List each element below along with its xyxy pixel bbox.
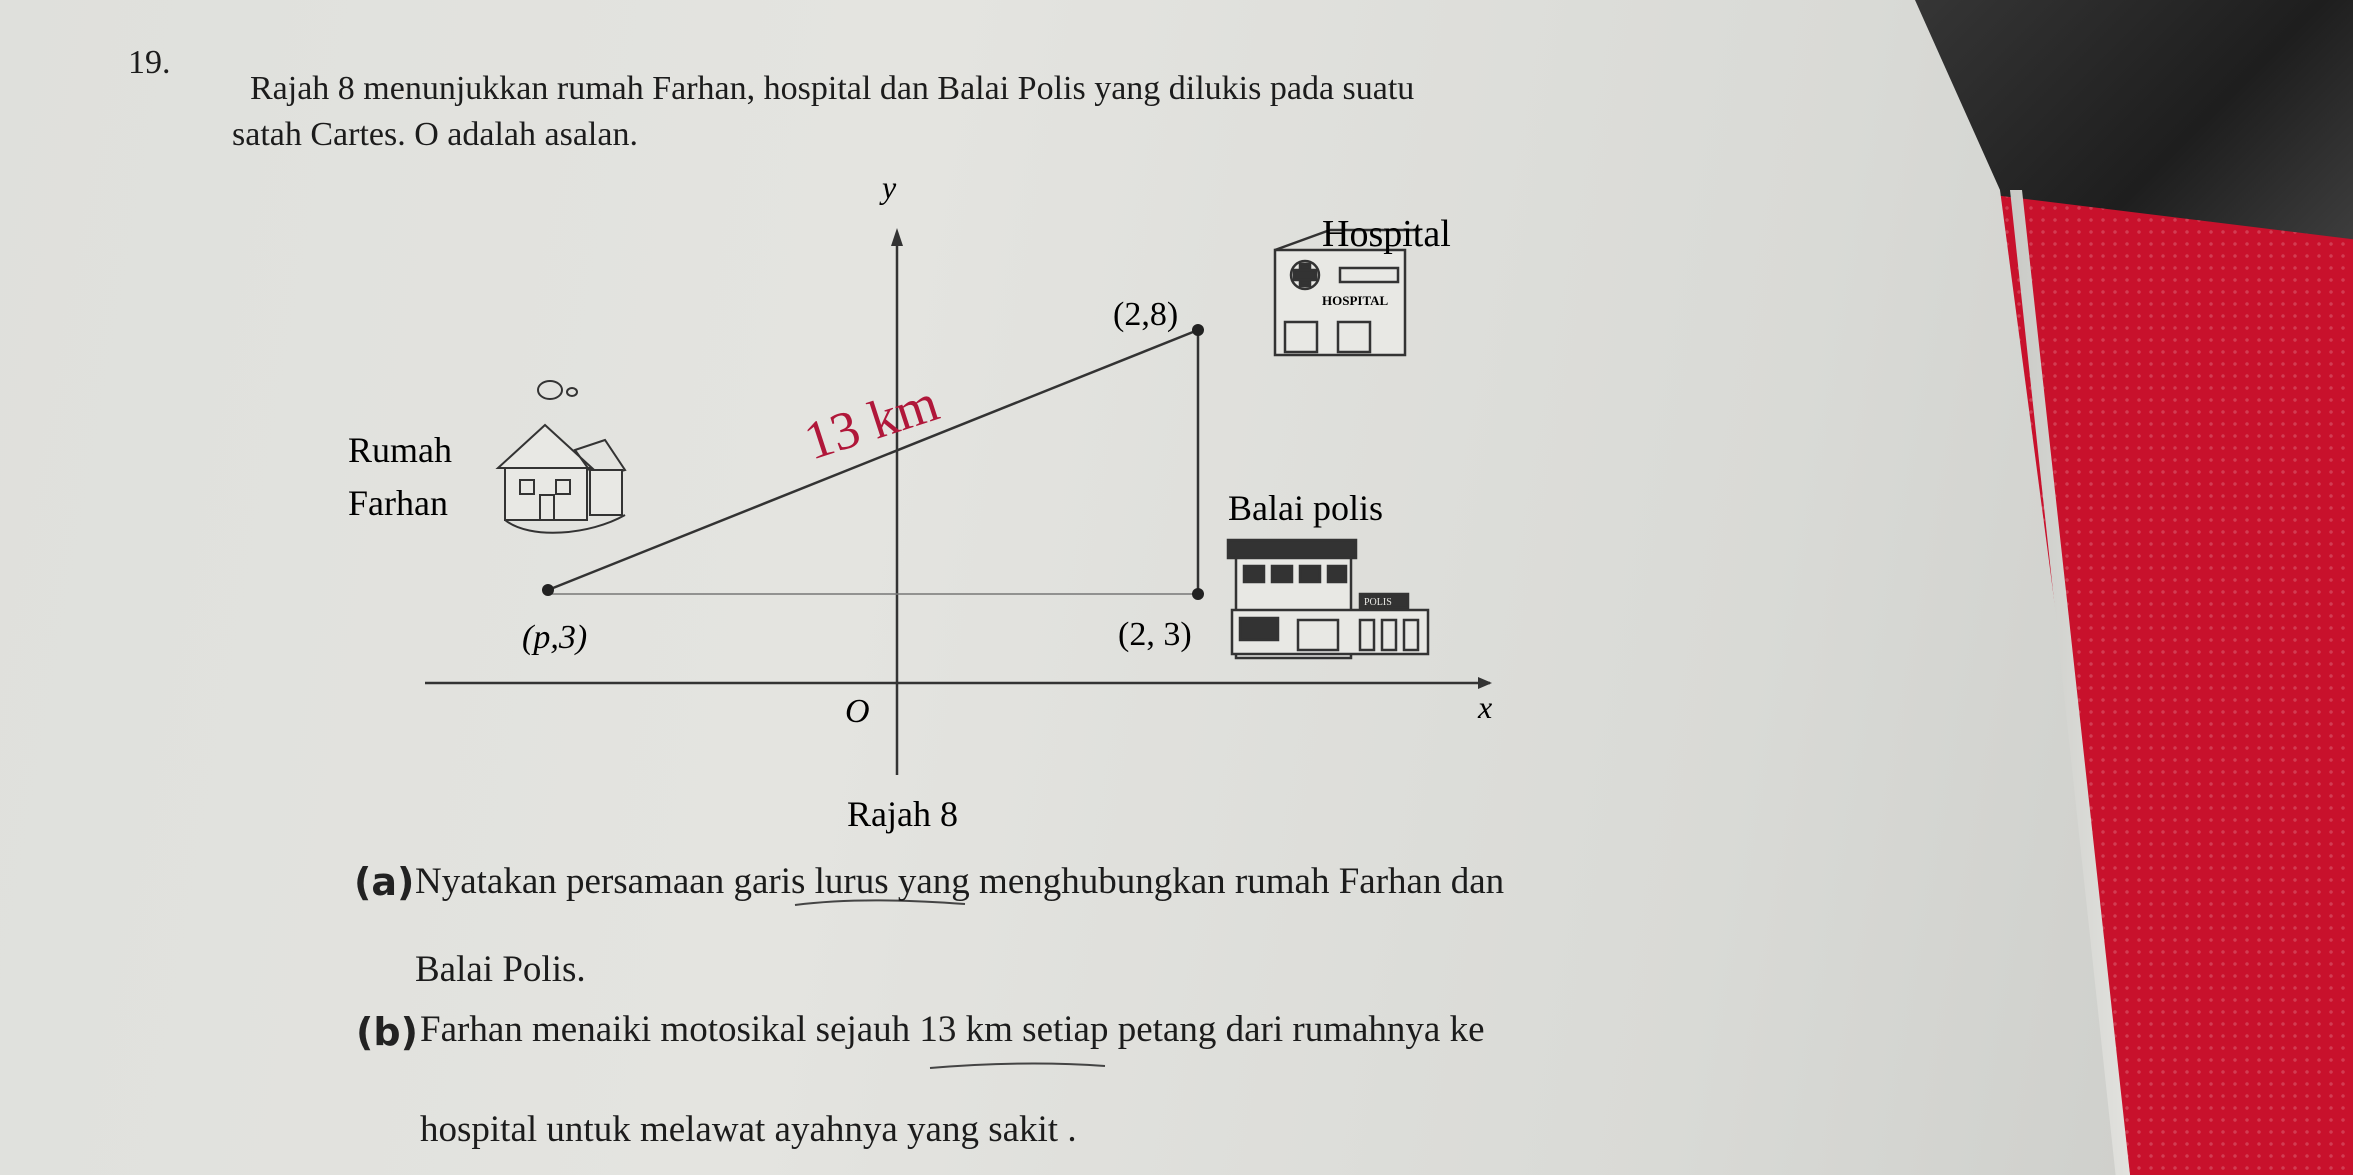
y-axis-label: y xyxy=(882,169,897,205)
question-stem-line-1: Rajah 8 menunjukkan rumah Farhan, hospital dan Balai Polis yang dilukis pada suatu xyxy=(250,70,1415,107)
point-hospital-label: (2,8) xyxy=(1113,296,1179,333)
part-a-line-1: Nyatakan persamaan garis lurus yang menghubungkan rumah Farhan dan xyxy=(415,861,1505,902)
police-station-icon xyxy=(1228,540,1428,658)
police-sign-text: POLIS xyxy=(1364,597,1392,608)
line-house-to-hospital xyxy=(548,330,1198,590)
x-axis-arrow-icon xyxy=(1478,677,1492,689)
hospital-sign-text: HOSPITAL xyxy=(1322,293,1389,308)
part-a-line-2: Balai Polis. xyxy=(415,949,586,990)
y-axis-arrow-icon xyxy=(891,228,903,246)
figure-caption: Rajah 8 xyxy=(847,794,958,834)
point-house xyxy=(542,584,554,596)
part-b-line-1: Farhan menaiki motosikal sejauh 13 km setiap petang dari rumahnya ke xyxy=(420,1009,1485,1050)
police-label: Balai polis xyxy=(1228,488,1383,528)
question-stem-line-2: satah Cartes. O adalah asalan. xyxy=(232,116,638,153)
part-b-marker: (b) xyxy=(356,1010,418,1054)
house-label-line-1: Rumah xyxy=(348,430,452,470)
x-axis-label: x xyxy=(1478,689,1493,725)
handwritten-underline-b xyxy=(930,1064,1105,1068)
point-hospital xyxy=(1192,324,1204,336)
origin-label: O xyxy=(845,693,870,730)
question-number: 19. xyxy=(128,44,171,81)
part-a-marker: (a) xyxy=(354,860,415,904)
point-house-label: (p,3) xyxy=(522,619,588,656)
house-icon xyxy=(498,381,625,533)
house-label-line-2: Farhan xyxy=(348,483,448,523)
hospital-label: Hospital xyxy=(1322,213,1451,255)
point-police xyxy=(1192,588,1204,600)
point-police-label: (2, 3) xyxy=(1118,616,1192,653)
handwritten-distance-note: 13 km xyxy=(797,372,946,472)
part-b-line-2: hospital untuk melawat ayahnya yang sakit . xyxy=(420,1109,1077,1150)
